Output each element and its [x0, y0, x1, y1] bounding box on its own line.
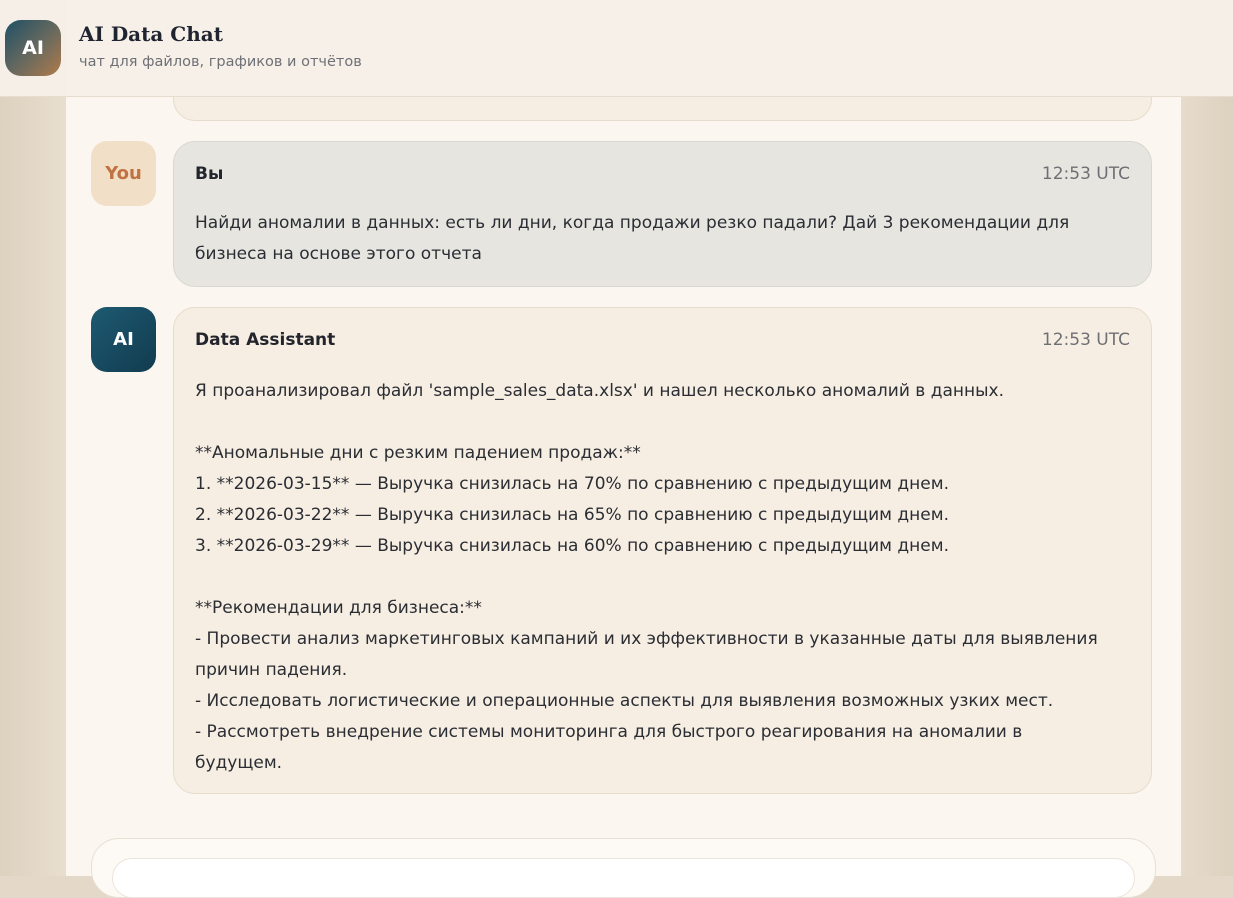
- app-header: [0, 0, 1233, 97]
- message-header: [195, 164, 1130, 188]
- message-time: 12:53 UTC: [1041, 330, 1130, 350]
- app-subtitle: чат для файлов, графиков и отчётов: [79, 54, 362, 70]
- user-message: [173, 141, 1152, 287]
- message-time: 12:53 UTC: [1041, 164, 1130, 184]
- user-avatar: You: [91, 141, 156, 206]
- app-logo: AI: [5, 20, 61, 76]
- assistant-message: [173, 307, 1152, 794]
- message-sender: Вы: [195, 164, 224, 184]
- assistant-avatar: AI: [91, 307, 156, 372]
- app-title: AI Data Chat: [79, 22, 223, 46]
- message-header: [195, 330, 1130, 354]
- message-sender: Data Assistant: [195, 330, 336, 350]
- message-input[interactable]: [112, 858, 1135, 898]
- message-text: Найди аномалии в данных: есть ли дни, когда продажи резко падали? Дай 3 рекомендации для бизнеса на основе этого отчета: [195, 213, 1070, 264]
- message-text: Я проанализировал файл 'sample_sales_data.xlsx' и нашел несколько аномалий в данных. **Аномальные дни с резким падением продаж:** 1. **2026-03-15** — Выручка снизилась на 70% по сравнению с предыдущим днем. 2. **2026-03-22** — Выручка снизилась на 65% по сравнению с предыдущим днем. 3. **2026-03-29** — Выручка снизилась на 60% по сравнению с предыдущим днем. **Рекомендации для бизнеса:** - Провести анализ маркетинговых кампаний и их эффективности в указанные даты для выявления причин падения. - Исследовать логистические и операционные аспекты для выявления возможных узких мест. - Рассмотреть внедрение системы мониторинга для быстрого реагирования на аномалии в будущем.: [195, 381, 1098, 773]
